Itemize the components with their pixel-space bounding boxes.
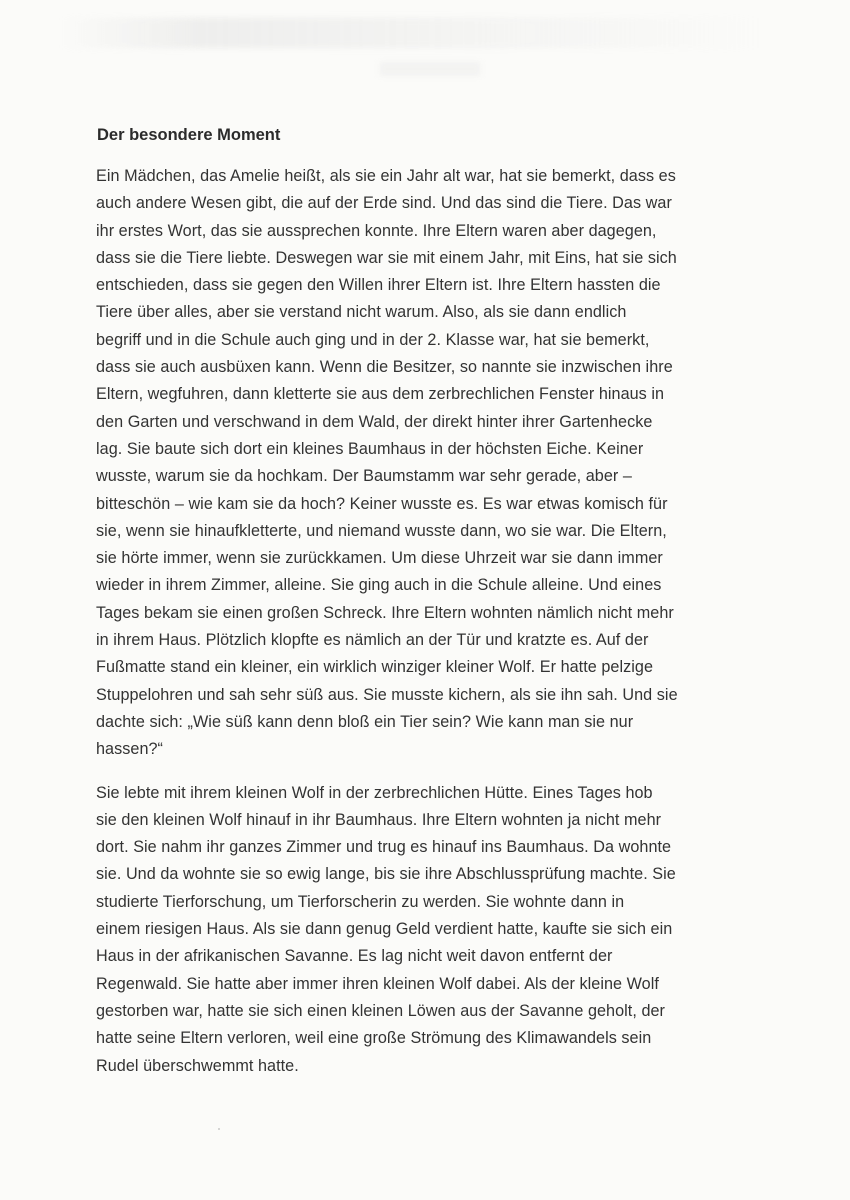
paragraph-1: Ein Mädchen, das Amelie heißt, als sie ein Jahr alt war, hat sie bemerkt, dass es auch andere Wesen gibt, die auf der Erde sind. Und das sind die Tiere. Das war ihr erstes Wort, das sie aussprechen konnte. Ihre Eltern waren aber dagegen, dass sie die Tiere liebte. Deswegen war sie mit einem Jahr, mit Eins, hat sie sich entschieden, dass sie gegen den Willen ihrer Eltern ist. Ihre Eltern hassten die Tiere über alles, aber sie verstand nicht warum. Also, als sie dann endlich begriff und in die Schule auch ging und in der 2. Klasse war, hat sie bemerkt, dass sie auch ausbüxen kann. Wenn die Besitzer, so nannte sie inzwischen ihre Eltern, wegfuhren, dann kletterte sie aus dem zerbrechlichen Fenster hinaus in den Garten und verschwand in dem Wald, der direkt hinter ihrer Gartenhecke lag. Sie baute sich dort ein kleines Baumhaus in der höchsten Eiche. Keiner wusste, warum sie da hochkam. Der Baumstamm war sehr gerade, aber – bitteschön – wie kam sie da hoch? Keiner wusste es. Es war etwas komisch für sie, wenn sie hinaufkletterte, und niemand wusste dann, wo sie war. Die Eltern, sie hörte immer, wenn sie zurückkamen. Um diese Uhrzeit war sie dann immer wieder in ihrem Zimmer, alleine. Sie ging auch in die Schule alleine. Und eines Tages bekam sie einen großen Schreck. Ihre Eltern wohnten nämlich nicht mehr in ihrem Haus. Plötzlich klopfte es nämlich an der Tür und kratzte es. Auf der Fußmatte stand ein kleiner, ein wirklich winziger kleiner Wolf. Er hatte pelzige Stuppelohren und sah sehr süß aus. Sie musste kichern, als sie ihn sah. Und sie dachte sich: „Wie süß kann denn bloß ein Tier sein? Wie kann man sie nur hassen?“ xyxy=(96,167,678,759)
scan-bleed-through-small xyxy=(380,62,480,76)
scan-bleed-through xyxy=(60,18,760,48)
scan-speck xyxy=(218,1128,220,1130)
document-title: Der besondere Moment xyxy=(97,126,281,144)
document-body xyxy=(96,163,736,1080)
paragraph-2: Sie lebte mit ihrem kleinen Wolf in der zerbrechlichen Hütte. Eines Tages hob sie den kleinen Wolf hinauf in ihr Baumhaus. Ihre Eltern wohnten ja nicht mehr dort. Sie nahm ihr ganzes Zimmer und trug es hinauf ins Baumhaus. Da wohnte sie. Und da wohnte sie so ewig lange, bis sie ihre Abschlussprüfung machte. Sie studierte Tierforschung, um Tierforscherin zu werden. Sie wohnte dann in einem riesigen Haus. Als sie dann genug Geld verdient hatte, kaufte sie sich ein Haus in der afrikanischen Savanne. Es lag nicht weit davon entfernt der Regenwald. Sie hatte aber immer ihren kleinen Wolf dabei. Als der kleine Wolf gestorben war, hatte sie sich einen kleinen Löwen aus der Savanne geholt, der hatte seine Eltern verloren, weil eine große Strömung des Klimawandels sein Rudel überschwemmt hatte. xyxy=(96,783,676,1075)
